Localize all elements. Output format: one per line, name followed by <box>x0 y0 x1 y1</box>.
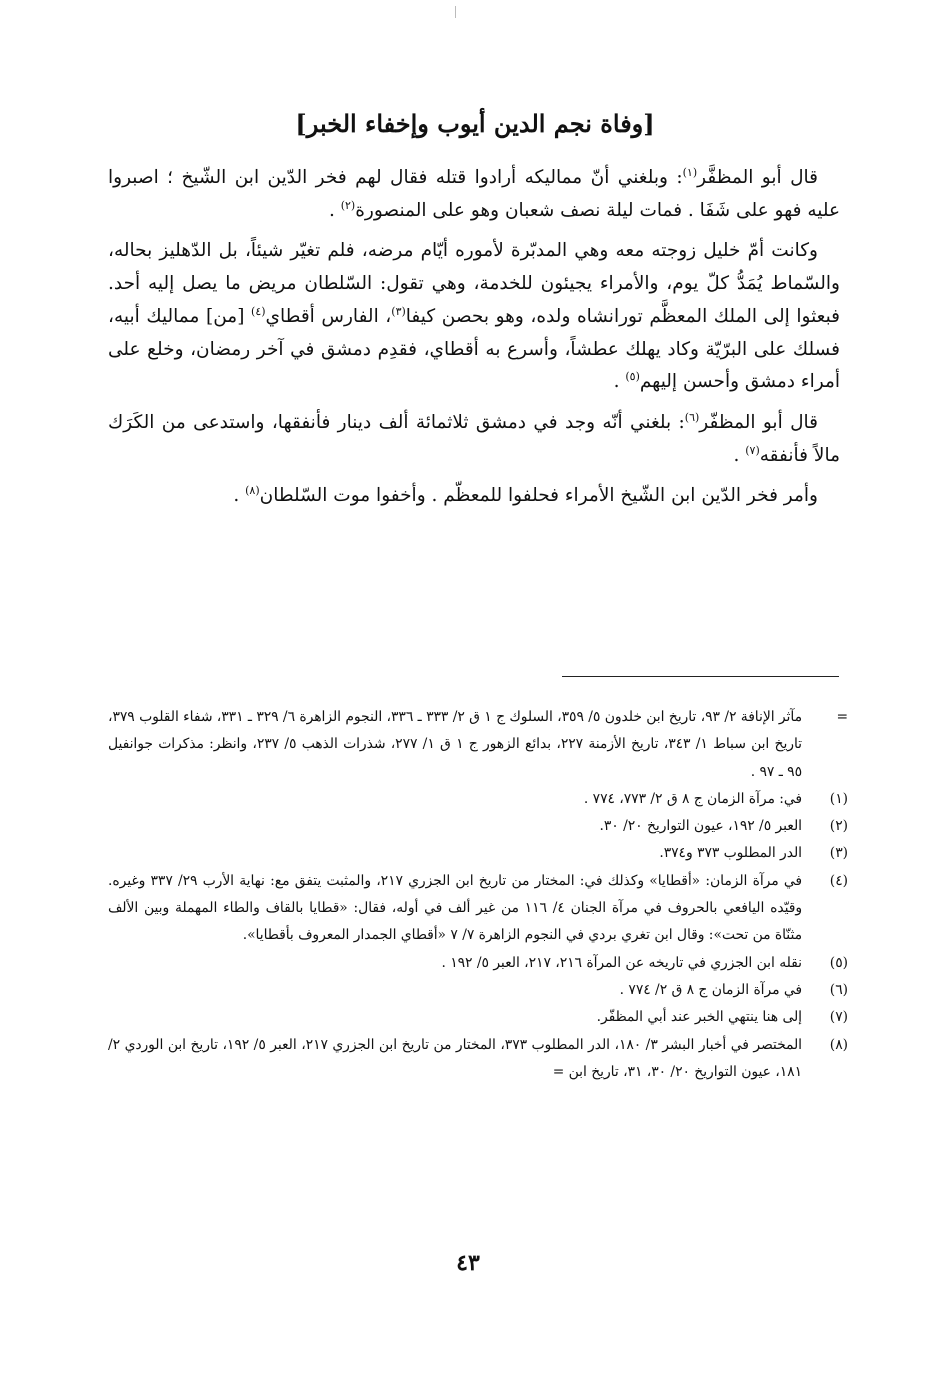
main-text <box>108 162 840 521</box>
footnote-marker[interactable]: (٨) <box>245 484 260 498</box>
footnote-number: (٣) <box>829 845 848 862</box>
footnote-item <box>108 786 848 813</box>
footnote-text: في مرآة الزمان ج ٨ ق ٢/ ٧٧٤ . <box>619 981 802 998</box>
footnote-item <box>108 1032 848 1087</box>
paragraph-text: وأمر فخر الدّين ابن الشّيخ الأمراء فحلفوا للمعظّم . وأخفوا موت السّلطان <box>259 485 818 507</box>
footnote-text: المختصر في أخبار البشر ٣/ ١٨٠، الدر المطلوب ٣٧٣، المختار من تاريخ ابن الجزري ٢١٧، العبر ٥/ ١٩٢، تاريخ ابن الوردي ٢/ ١٨١، عيون التواريخ ٢٠/ ٣٠، ٣١، تاريخ ابن = <box>108 1036 802 1080</box>
section-heading: [وفاة نجم الدين أيوب وإخفاء الخبر] <box>295 109 655 138</box>
footnote-item <box>108 704 848 786</box>
footnote-text: العبر ٥/ ١٩٢، عيون التواريخ ٢٠/ ٣٠. <box>599 818 802 835</box>
paragraph-text: . <box>733 444 746 466</box>
footnote-number: (٨) <box>829 1036 848 1053</box>
paragraph-text: وكانت أمّ خليل زوجته معه وهي المدبّرة لأموره أيّام مرضه، فلم تغيّر شيئاً، بل الدّهليز بحاله، والسّماط يُمَدُّ كلّ يوم، والأمراء يجيئون للخدمة، وهي تقول: السّلطان مريض ما يصل إليه أحد. فبعثوا إلى الملك المعظَّم تورانشاه ولده، وهو بحصن كيفا <box>108 240 841 327</box>
footnote-number: (١) <box>829 790 848 807</box>
footnote-item <box>108 1004 848 1031</box>
footnote-number: (٢) <box>829 818 848 835</box>
paragraph-text: قال أبو المظفَّر <box>697 167 818 188</box>
paragraph-text: : بلغني أنّه وجد في دمشق ثلاثمائة ألف دينار فأنفقها، واستدعى من الكَرَك مالاً فأنفقه <box>108 411 840 466</box>
footnote-text: مآثر الإنافة ٢/ ٩٣، تاريخ ابن خلدون ٥/ ٣٥٩، السلوك ج ١ ق ٢/ ٣٣٣ ـ ٣٣٦، النجوم الزاهرة ٦/ ٣٢٩ ـ ٣٣١، شفاء القلوب ٣٧٩، تاريخ ابن سباط ١/ ٣٤٣، تاريخ الأزمنة ٢٢٧، بدائع الزهور ج ١ ق ١/ ٢٧٧، شذرات الذهب ٥/ ٢٣٧، وانظر: مذكرات جوانفيل ٩٥ ـ ٩٧ . <box>108 709 802 780</box>
paragraph-text: . <box>613 371 626 393</box>
footnote-marker[interactable]: (٤) <box>251 304 266 318</box>
footnote-text: إلى هنا ينتهي الخبر عند أبي المظفّر. <box>596 1009 802 1026</box>
page-number: ٤٣ <box>456 1250 480 1276</box>
footnote-marker[interactable]: (٧) <box>745 443 760 457</box>
footnote-marker[interactable]: (٢) <box>340 198 356 212</box>
paragraph <box>108 480 840 513</box>
paragraph-text: [من] مماليك أبيه، فسلك على البرّيّة وكاد يهلك عطشاً، وأسرع به أقطاي، فقدِم دمشق في آخر رمضان، وخلع على أمراء دمشق وأحسن إليهم <box>108 305 840 393</box>
footnote-marker[interactable]: (٦) <box>684 410 700 424</box>
footnote-divider <box>562 676 839 677</box>
footnote-number: (٦) <box>829 981 848 998</box>
footnotes <box>108 704 848 1086</box>
footnote-text: في مرآة الزمان: «أقطايا» وكذلك في: المختار من تاريخ ابن الجزري ٢١٧، والمثبت يتفق مع: نهاية الأرب ٢٩/ ٣٣٧ وغيره. وقيّده اليافعي بالحروف في مرآة الجنان ٤/ ١١٦ من غير ألف في أوله، فقال: «قطايا بالقاف والطاء المهملة وبين الألف مثنّاة من تحت»: وقال ابن تغري بردي في النجوم الزاهرة ٧/ ٧ «أقطاي الجمدار المعروف بأقطايا». <box>108 872 802 944</box>
footnote-marker[interactable]: (٣) <box>391 304 406 318</box>
paragraph-text: قال أبو المظفّر <box>699 411 818 433</box>
footnote-item <box>108 813 848 840</box>
footnote-item <box>108 840 848 867</box>
footnote-marker[interactable]: (٥) <box>625 370 640 384</box>
footnote-marker[interactable]: (١) <box>682 165 698 179</box>
footnote-number: (٤) <box>829 872 848 889</box>
paragraph <box>108 235 840 399</box>
footnote-number: = <box>836 709 848 725</box>
footnote-text: الدر المطلوب ٣٧٣ و٣٧٤. <box>659 845 802 862</box>
paragraph <box>108 162 840 227</box>
paragraph-text: : وبلغني أنّ مماليكه أرادوا قتله فقال لهم فخر الدّين ابن الشّيخ ؛ اصبروا عليه فهو على شَفَا . فمات ليلة نصف شعبان وهو على المنصورة <box>108 167 840 221</box>
footnote-number: (٥) <box>829 954 848 971</box>
footnote-number: (٧) <box>829 1009 848 1026</box>
footnote-item <box>108 868 848 950</box>
footnote-item <box>108 950 848 977</box>
paragraph-text: . <box>233 485 246 507</box>
footnote-item <box>108 977 848 1004</box>
footnote-text: نقله ابن الجزري في تاريخه عن المرآة ٢١٦، ٢١٧، العبر ٥/ ١٩٢ . <box>441 954 802 971</box>
footnote-text: في: مرآة الزمان ج ٨ ق ٢/ ٧٧٣، ٧٧٤ . <box>583 790 802 807</box>
paragraph <box>108 407 840 472</box>
scan-mark <box>455 6 456 18</box>
paragraph-text: ، الفارس أقطاي <box>265 305 392 327</box>
paragraph-text: . <box>328 199 341 221</box>
